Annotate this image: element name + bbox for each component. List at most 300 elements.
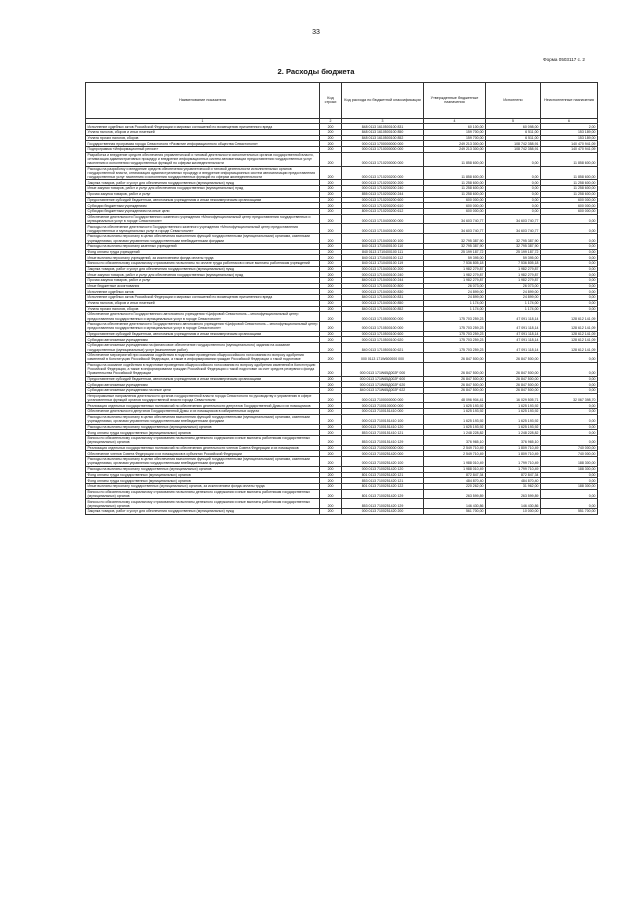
row-name-cell: Государственная программа города Севастополя «Развитие информационного общества Севастополя» bbox=[86, 141, 320, 147]
row-executed-cell: 47 091 118,14 bbox=[486, 312, 541, 322]
row-approved-cell: 1 988 010,49 bbox=[424, 466, 486, 472]
row-unexecuted-cell: 0,00 bbox=[541, 243, 598, 249]
row-line-code-cell: 200 bbox=[320, 152, 342, 166]
row-line-code-cell: 200 bbox=[320, 489, 342, 499]
row-executed-cell: 26 847 500,00 bbox=[486, 382, 541, 388]
row-executed-cell: 26 073,00 bbox=[486, 283, 541, 289]
row-name-cell: Уплата прочих налогов, сборов bbox=[86, 306, 320, 312]
row-unexecuted-cell: 0,00 bbox=[541, 478, 598, 484]
row-line-code-cell: 200 bbox=[320, 283, 342, 289]
row-unexecuted-cell: 140 470 941,09 bbox=[541, 147, 598, 153]
table-row bbox=[86, 152, 598, 166]
row-approved-cell: 376 965,10 bbox=[424, 435, 486, 445]
row-approved-cell: 11 258 600,00 bbox=[424, 191, 486, 197]
row-unexecuted-cell: 0,00 bbox=[541, 362, 598, 376]
table-row bbox=[86, 393, 598, 403]
row-name-cell: Расходы на оказание содействия в подготовке проведения общероссийского голосования по вопросу одобрения изменений в Конституцию Российской Федерации, а также в информировании граждан Российской Федерации о такой подготовке за счет средств резервного фонда Правительства Российской Федерации bbox=[86, 362, 320, 376]
row-classification-code-cell: 840 0113 1710400100 244 bbox=[342, 278, 424, 284]
row-approved-cell: 32 795 387,90 bbox=[424, 234, 486, 244]
row-name-cell: Расходы на обеспечение деятельности Государственного автономного учреждения «Цифровой Севастополь – многофункциональный центр предоставления государственных и муниципальных услуг в городе Севастополе» bbox=[87, 322, 318, 331]
col-header-approved: Утвержденные бюджетные назначения bbox=[424, 83, 486, 119]
row-line-code-cell: 200 bbox=[320, 403, 342, 409]
row-unexecuted-cell: 128 612 141,09 bbox=[541, 331, 598, 337]
row-approved-cell: 59 395,00 bbox=[424, 255, 486, 261]
row-line-code-cell: 200 bbox=[320, 312, 342, 322]
row-executed-cell: 0,00 bbox=[486, 166, 541, 180]
row-unexecuted-cell: 0,00 bbox=[541, 387, 598, 393]
row-executed-cell: 34 603 740,77 bbox=[486, 214, 541, 224]
row-classification-code-cell: 000 0113 1710400100 850 bbox=[342, 300, 424, 306]
row-name-cell: Прочая закупка товаров, работ и услуг bbox=[86, 278, 320, 284]
row-executed-cell: 108 742 358,91 bbox=[486, 141, 541, 147]
row-approved-cell: 175 703 259,23 bbox=[424, 343, 486, 353]
row-unexecuted-cell: 0,00 bbox=[541, 382, 598, 388]
row-unexecuted-cell: 0,00 bbox=[541, 376, 598, 382]
table-row bbox=[86, 499, 598, 509]
row-line-code-cell: 200 bbox=[320, 362, 342, 376]
row-line-code-cell: 200 bbox=[320, 457, 342, 467]
row-classification-code-cell: 853 0113 7100151410 129 bbox=[342, 435, 424, 445]
row-approved-cell: 25 199 187,72 bbox=[424, 249, 486, 255]
row-classification-code-cell: 000 0113 7100151410 100 bbox=[342, 414, 424, 424]
row-executed-cell: 0,00 bbox=[486, 191, 541, 197]
row-approved-cell: 34 603 740,77 bbox=[424, 224, 486, 234]
row-executed-cell: 60 098,00 bbox=[486, 124, 541, 130]
row-unexecuted-cell: 0,00 bbox=[541, 234, 598, 244]
row-classification-code-cell: 000 0113 1710500100 620 bbox=[342, 337, 424, 343]
row-unexecuted-cell: 11 258 600,00 bbox=[541, 186, 598, 192]
row-name-cell: Уплата налогов, сборов и иных платежей bbox=[86, 129, 320, 135]
row-executed-cell: 1 982 279,87 bbox=[486, 272, 541, 278]
row-unexecuted-cell: 0,00 bbox=[541, 214, 598, 224]
row-name-cell: Обеспечение членов Совета Федерации и их помощников в субъектах Российской Федерации bbox=[86, 451, 320, 457]
row-executed-cell: 1 174,00 bbox=[486, 300, 541, 306]
row-executed-cell: 24 899,00 bbox=[486, 289, 541, 295]
row-line-code-cell: 200 bbox=[320, 387, 342, 393]
row-unexecuted-cell: 600 000,00 bbox=[541, 203, 598, 209]
row-unexecuted-cell: 0,00 bbox=[541, 289, 598, 295]
row-line-code-cell: 200 bbox=[320, 321, 342, 331]
row-line-code-cell: 200 bbox=[320, 331, 342, 337]
row-line-code-cell: 200 bbox=[320, 430, 342, 436]
row-line-code-cell: 200 bbox=[320, 451, 342, 457]
row-line-code-cell: 200 bbox=[320, 300, 342, 306]
row-name-cell: Субсидии бюджетным учреждениям bbox=[86, 203, 320, 209]
row-name-cell: Расходы на выплаты персоналу в целях обеспечения выполнения функций государственными (муниципальными) органами, казенными учреждениями, органами управления государственными внебюджетными фондами bbox=[86, 457, 320, 467]
row-classification-code-cell: 000 0113 1710200200 240 bbox=[342, 186, 424, 192]
row-unexecuted-cell: 0,00 bbox=[541, 409, 598, 415]
row-classification-code-cell: 000 0113 7100000000 000 bbox=[342, 393, 424, 403]
row-line-code-cell: 200 bbox=[320, 224, 342, 234]
row-line-code-cell: 200 bbox=[320, 409, 342, 415]
row-approved-cell: 175 703 259,23 bbox=[424, 321, 486, 331]
row-unexecuted-cell: 11 858 600,00 bbox=[541, 166, 598, 180]
row-line-code-cell: 200 bbox=[320, 352, 342, 362]
row-approved-cell: 220 262,00 bbox=[424, 483, 486, 489]
row-name-cell: Расходы на обеспечение деятельности Государственного казенного учреждения «Многофункциональный центр предоставления государственных и муниципальных услуг в городе Севастополе» bbox=[86, 224, 320, 234]
row-unexecuted-cell: 153 189,00 bbox=[541, 129, 598, 135]
row-approved-cell: 7 536 805,18 bbox=[424, 261, 486, 267]
row-line-code-cell: 200 bbox=[320, 272, 342, 278]
row-line-code-cell: 200 bbox=[320, 234, 342, 244]
row-unexecuted-cell: 0,00 bbox=[541, 430, 598, 436]
row-unexecuted-cell: 128 612 141,09 bbox=[541, 312, 598, 322]
row-unexecuted-cell: 0,00 bbox=[541, 295, 598, 301]
row-approved-cell: 32 795 387,90 bbox=[424, 243, 486, 249]
row-line-code-cell: 200 bbox=[320, 191, 342, 197]
row-classification-code-cell: 000 0113 1700000000 000 bbox=[342, 141, 424, 147]
row-classification-code-cell: 848 0113 1610500100 831 bbox=[342, 124, 424, 130]
row-executed-cell: 1 625 193,92 bbox=[486, 403, 541, 409]
row-line-code-cell: 200 bbox=[320, 414, 342, 424]
row-line-code-cell: 200 bbox=[320, 129, 342, 135]
row-classification-code-cell: 000 0113 7100251420 120 bbox=[342, 466, 424, 472]
row-classification-code-cell: 000 0113 1710400100 100 bbox=[342, 234, 424, 244]
row-name-cell: Фонд оплаты труда государственных (муниципальных) органов bbox=[86, 430, 320, 436]
row-line-code-cell: 200 bbox=[320, 208, 342, 214]
row-line-code-cell: 200 bbox=[320, 197, 342, 203]
row-approved-cell: 1 988 010,49 bbox=[424, 457, 486, 467]
row-executed-cell: 0,00 bbox=[486, 180, 541, 186]
row-line-code-cell: 200 bbox=[320, 266, 342, 272]
row-unexecuted-cell: 551 700,00 bbox=[541, 509, 598, 515]
row-classification-code-cell: 853 0113 7100251420 129 bbox=[342, 499, 424, 509]
table-row bbox=[86, 414, 598, 424]
row-name-cell: Уплата прочих налогов, сборов bbox=[86, 135, 320, 141]
row-classification-code-cell: 801 0113 7100251420 122 bbox=[342, 483, 424, 489]
section-title: 2. Расходы бюджета bbox=[277, 67, 355, 76]
row-unexecuted-cell: 2,00 bbox=[541, 124, 598, 130]
row-unexecuted-cell: 11 858 600,00 bbox=[541, 152, 598, 166]
row-classification-code-cell: 000 0113 171W65Д002F 000 bbox=[342, 362, 424, 376]
row-line-code-cell: 200 bbox=[320, 424, 342, 430]
row-executed-cell: 47 091 118,14 bbox=[486, 321, 541, 331]
table-row bbox=[86, 166, 598, 180]
row-classification-code-cell: 853 0113 7100251420 121 bbox=[342, 478, 424, 484]
row-name-cell: Расходы на выплаты персоналу казенных учреждений bbox=[86, 243, 320, 249]
row-executed-cell: 1 799 710,49 bbox=[486, 466, 541, 472]
row-name-cell: Подпрограмма «Информационный регион» bbox=[86, 147, 320, 153]
col-index: 2 bbox=[320, 118, 342, 124]
row-executed-cell: 0,00 bbox=[486, 203, 541, 209]
row-name-cell: Предоставление субсидий бюджетным, автономным учреждениям и иным некоммерческим организациям bbox=[86, 197, 320, 203]
row-executed-cell: 31 962,00 bbox=[486, 483, 541, 489]
row-classification-code-cell: 840 0113 1710400100 852 bbox=[342, 306, 424, 312]
col-index: 3 bbox=[342, 118, 424, 124]
row-approved-cell: 600 000,00 bbox=[424, 208, 486, 214]
row-executed-cell: 1 799 710,49 bbox=[486, 457, 541, 467]
row-unexecuted-cell: 0,00 bbox=[541, 424, 598, 430]
row-name-cell: Расходы на выплаты персоналу государственных (муниципальных) органов bbox=[86, 424, 320, 430]
row-approved-cell: 175 703 259,23 bbox=[424, 337, 486, 343]
row-unexecuted-cell: 0,00 bbox=[541, 489, 598, 499]
row-classification-code-cell: 000 0113 1710500100 000 bbox=[342, 321, 424, 331]
row-classification-code-cell: 840 0113 1710400100 119 bbox=[342, 261, 424, 267]
row-line-code-cell: 200 bbox=[320, 306, 342, 312]
row-approved-cell: 146 430,86 bbox=[424, 499, 486, 509]
row-name-cell: Расходы на выплаты персоналу в целях обеспечения выполнения функций государственными (муниципальными) органами, казенными учреждениями, органами управления государственными внебюджетными фондами bbox=[86, 414, 320, 424]
row-classification-code-cell: 000 0113 1710200000 000 bbox=[342, 152, 424, 166]
row-unexecuted-cell: 0,00 bbox=[541, 224, 598, 234]
table-row bbox=[86, 352, 598, 362]
row-classification-code-cell: 801 0113 7100251420 121 bbox=[342, 472, 424, 478]
row-approved-cell: 600 000,00 bbox=[424, 197, 486, 203]
row-unexecuted-cell: 128 612 141,09 bbox=[541, 321, 598, 331]
row-line-code-cell: 200 bbox=[320, 203, 342, 209]
row-name-cell: Иные выплаты персоналу государственных (муниципальных) органов, за исключением фонда оплаты труда bbox=[86, 483, 320, 489]
row-unexecuted-cell: 0,00 bbox=[541, 266, 598, 272]
table-row bbox=[86, 312, 598, 322]
row-name-cell: Иные выплаты персоналу учреждений, за исключением фонда оплаты труда bbox=[86, 255, 320, 261]
row-unexecuted-cell: 188 300,00 bbox=[541, 466, 598, 472]
row-unexecuted-cell: 740 000,00 bbox=[541, 451, 598, 457]
row-approved-cell: 24 899,00 bbox=[424, 295, 486, 301]
row-approved-cell: 1 625 193,92 bbox=[424, 414, 486, 424]
row-executed-cell: 1 174,00 bbox=[486, 306, 541, 312]
row-classification-code-cell: 000 0113 1710500000 000 bbox=[342, 312, 424, 322]
row-approved-cell: 2 549 710,49 bbox=[424, 445, 486, 451]
row-classification-code-cell: 000 0113 1710400100 000 bbox=[342, 224, 424, 234]
row-approved-cell: 48 096 904,41 bbox=[424, 393, 486, 403]
row-name-cell: Расходы на разработку и внедрение средств обеспечения управленческой и типовой деятельности исполнительных органов государственной власти, оптимизация административных процедур и внедрение информационных систем автоматизации предоставления государственных услуг населению и исполнения государственных функций по сферам жизнедеятельности bbox=[86, 166, 320, 180]
row-classification-code-cell: 840 0113 1710400100 112 bbox=[342, 255, 424, 261]
row-line-code-cell: 200 bbox=[320, 186, 342, 192]
row-classification-code-cell: 840 0113 1710500100 621 bbox=[342, 343, 424, 353]
row-approved-cell: 249 213 300,00 bbox=[424, 141, 486, 147]
row-name-cell: Субсидии автономным учреждениям bbox=[86, 337, 320, 343]
page-number: 33 bbox=[312, 29, 320, 36]
row-executed-cell: 1 625 193,92 bbox=[486, 414, 541, 424]
budget-expenses-table bbox=[85, 82, 598, 515]
row-classification-code-cell: 840 0113 171W65Д002F 622 bbox=[342, 387, 424, 393]
row-classification-code-cell: 000 0113 1710400100 800 bbox=[342, 283, 424, 289]
row-executed-cell: 26 847 500,00 bbox=[486, 376, 541, 382]
col-index: 6 bbox=[541, 118, 598, 124]
row-unexecuted-cell: 188 300,00 bbox=[541, 483, 598, 489]
row-approved-cell: 34 603 740,77 bbox=[424, 214, 486, 224]
row-name-cell: Реализация отдельных государственных полномочий по обеспечению деятельности членов Совета Федерации и их помощников bbox=[86, 445, 320, 451]
table-row bbox=[86, 509, 598, 515]
row-classification-code-cell: 000 0113 1710400000 000 bbox=[342, 214, 424, 224]
row-name-cell: Иные закупки товаров, работ и услуг для обеспечения государственных (муниципальных) нужд bbox=[86, 272, 320, 278]
row-unexecuted-cell: 0,00 bbox=[541, 272, 598, 278]
table-row bbox=[86, 489, 598, 499]
row-classification-code-cell: 853 0113 7100151410 121 bbox=[342, 430, 424, 436]
row-name-cell: Предоставление субсидий бюджетным, автономным учреждениям и иным некоммерческим организациям bbox=[86, 376, 320, 382]
row-executed-cell: 1 982 279,87 bbox=[486, 278, 541, 284]
row-executed-cell: 484 870,40 bbox=[486, 478, 541, 484]
row-line-code-cell: 200 bbox=[320, 376, 342, 382]
row-classification-code-cell: 000 0113 7100151410 000 bbox=[342, 409, 424, 415]
row-line-code-cell: 200 bbox=[320, 499, 342, 509]
row-classification-code-cell: 000 0113 7100100000 000 bbox=[342, 403, 424, 409]
row-unexecuted-cell: 0,00 bbox=[541, 300, 598, 306]
row-line-code-cell: 200 bbox=[320, 509, 342, 515]
row-classification-code-cell: 855 0113 1710200200 244 bbox=[342, 191, 424, 197]
row-classification-code-cell: 000 0113 1710200200 610 bbox=[342, 203, 424, 209]
row-approved-cell: 1 248 228,82 bbox=[424, 430, 486, 436]
row-classification-code-cell: 000 0113 171W600000 000 bbox=[342, 352, 424, 362]
row-classification-code-cell: 000 0113 7100251420 100 bbox=[342, 457, 424, 467]
row-classification-code-cell: 801 0113 7100251420 129 bbox=[342, 489, 424, 499]
row-approved-cell: 1 174,00 bbox=[424, 300, 486, 306]
row-classification-code-cell: 000 0113 171W65Д002F 620 bbox=[342, 382, 424, 388]
row-line-code-cell: 200 bbox=[320, 180, 342, 186]
row-unexecuted-cell: 0,00 bbox=[541, 283, 598, 289]
row-name-cell: Обеспечение деятельности Государственного автономного учреждения «Цифровой Севастополь – многофункциональный центр предоставления государственных и муниципальных услуг в городе Севастополе» bbox=[86, 312, 320, 322]
row-name-cell: Взносы по обязательному социальному страхованию на выплаты денежного содержания и иные выплаты работникам государственных (муниципальных) органов bbox=[86, 435, 320, 445]
row-name-cell: Взносы по обязательному социальному страхованию на выплаты по оплате труда работников и иные выплаты работникам учреждений bbox=[86, 261, 320, 267]
col-header-classification-code: Код расхода по бюджетной классификации bbox=[342, 83, 424, 119]
form-code: Форма 0503117 с. 2 bbox=[543, 57, 585, 62]
row-name-cell: Прочая закупка товаров, работ и услуг bbox=[86, 191, 320, 197]
row-unexecuted-cell: 0,00 bbox=[541, 249, 598, 255]
row-name-cell: Иные бюджетные ассигнования bbox=[86, 283, 320, 289]
row-approved-cell: 26 847 500,00 bbox=[424, 352, 486, 362]
row-approved-cell: 26 847 500,00 bbox=[424, 376, 486, 382]
row-executed-cell: 0,00 bbox=[486, 152, 541, 166]
row-unexecuted-cell: 11 258 600,00 bbox=[541, 191, 598, 197]
row-name-cell: Исполнение судебных актов Российской Федерации и мировых соглашений по возмещению причиненного вреда bbox=[86, 295, 320, 301]
row-unexecuted-cell: 11 258 600,00 bbox=[541, 180, 598, 186]
table-row bbox=[86, 214, 598, 224]
row-approved-cell: 11 258 600,00 bbox=[424, 180, 486, 186]
row-approved-cell: 1 625 193,92 bbox=[424, 424, 486, 430]
row-unexecuted-cell: 140 470 941,09 bbox=[541, 141, 598, 147]
row-executed-cell: 16 029 505,71 bbox=[486, 393, 541, 403]
table-row bbox=[86, 343, 598, 353]
row-executed-cell: 7 536 805,18 bbox=[486, 261, 541, 267]
row-name-cell: Обеспечение деятельности депутатов Государственной Думы и их помощников в избирательных округах bbox=[86, 409, 320, 415]
row-executed-cell: 146 430,86 bbox=[486, 499, 541, 509]
col-index: 1 bbox=[86, 118, 320, 124]
row-executed-cell: 0,00 bbox=[486, 197, 541, 203]
row-classification-code-cell: 809 0113 1710200200 612 bbox=[342, 208, 424, 214]
row-name-cell: Обеспечение деятельности Государственного казенного учреждения «Многофункциональный центр предоставления государственных и муниципальных услуг в городе Севастополе» bbox=[86, 214, 320, 224]
row-executed-cell: 24 899,00 bbox=[486, 295, 541, 301]
row-line-code-cell: 200 bbox=[320, 445, 342, 451]
row-classification-code-cell: 000 0113 7100251420 000 bbox=[342, 451, 424, 457]
row-name-cell: Исполнение судебных актов bbox=[86, 289, 320, 295]
row-unexecuted-cell: 0,00 bbox=[541, 403, 598, 409]
row-name-cell: Разработка и внедрение средств обеспечения управленческой и типовой деятельности исполнительных органов государственной власти, оптимизация административных процедур и внедрение информационных систем автоматизации предоставления государственных услуг населению и исполнения государственных функций по сферам жизнедеятельности bbox=[86, 152, 320, 166]
row-executed-cell: 108 742 358,91 bbox=[486, 147, 541, 153]
row-approved-cell: 175 703 259,23 bbox=[424, 312, 486, 322]
row-classification-code-cell: 000 0113 7100151410 120 bbox=[342, 424, 424, 430]
row-line-code-cell: 200 bbox=[320, 472, 342, 478]
row-name-cell: Закупка товаров, работ и услуг для обеспечения государственных (муниципальных) нужд bbox=[86, 180, 320, 186]
col-index: 4 bbox=[424, 118, 486, 124]
table-row bbox=[86, 224, 598, 234]
row-classification-code-cell: 848 0113 1610500100 852 bbox=[342, 135, 424, 141]
row-classification-code-cell: 000 0113 1710200200 000 bbox=[342, 166, 424, 180]
row-name-cell: Фонд оплаты труда учреждений bbox=[86, 249, 320, 255]
row-approved-cell: 60 100,00 bbox=[424, 124, 486, 130]
row-line-code-cell: 200 bbox=[320, 261, 342, 267]
table-row bbox=[86, 435, 598, 445]
row-approved-cell: 1 982 279,87 bbox=[424, 278, 486, 284]
col-index: 5 bbox=[486, 118, 541, 124]
table-row bbox=[86, 362, 598, 376]
row-approved-cell: 159 700,00 bbox=[424, 129, 486, 135]
row-unexecuted-cell: 600 000,00 bbox=[541, 197, 598, 203]
row-unexecuted-cell: 128 612 141,09 bbox=[541, 343, 598, 353]
row-executed-cell: 6 511,00 bbox=[486, 129, 541, 135]
row-line-code-cell: 200 bbox=[320, 124, 342, 130]
row-line-code-cell: 200 bbox=[320, 435, 342, 445]
row-line-code-cell: 200 bbox=[320, 337, 342, 343]
row-line-code-cell: 200 bbox=[320, 255, 342, 261]
row-approved-cell: 11 258 600,00 bbox=[424, 186, 486, 192]
row-executed-cell: 10 000,00 bbox=[486, 509, 541, 515]
table-row bbox=[86, 321, 598, 331]
row-executed-cell: 25 199 187,72 bbox=[486, 249, 541, 255]
row-approved-cell: 872 847,34 bbox=[424, 472, 486, 478]
row-line-code-cell: 200 bbox=[320, 466, 342, 472]
row-unexecuted-cell: 188 300,00 bbox=[541, 457, 598, 467]
col-header-name: Наименование показателя bbox=[86, 83, 320, 119]
row-approved-cell: 484 870,40 bbox=[424, 478, 486, 484]
row-name-cell: Фонд оплаты труда государственных (муниципальных) органов bbox=[86, 472, 320, 478]
row-executed-cell: 1 625 193,92 bbox=[486, 409, 541, 415]
row-unexecuted-cell: 0,00 bbox=[541, 472, 598, 478]
row-name-cell: Иные закупки товаров, работ и услуг для обеспечения государственных (муниципальных) нужд bbox=[86, 186, 320, 192]
row-line-code-cell: 200 bbox=[320, 147, 342, 153]
row-line-code-cell: 200 bbox=[320, 214, 342, 224]
row-approved-cell: 26 073,00 bbox=[424, 283, 486, 289]
row-classification-code-cell: 000 0113 1710400100 200 bbox=[342, 266, 424, 272]
row-classification-code-cell: 000 0113 7100200000 000 bbox=[342, 445, 424, 451]
row-executed-cell: 32 795 387,90 bbox=[486, 243, 541, 249]
table-row bbox=[86, 234, 598, 244]
row-executed-cell: 1 248 228,82 bbox=[486, 430, 541, 436]
row-approved-cell: 159 700,00 bbox=[424, 135, 486, 141]
row-approved-cell: 26 847 500,00 bbox=[424, 382, 486, 388]
row-line-code-cell: 200 bbox=[320, 343, 342, 353]
row-executed-cell: 26 847 500,00 bbox=[486, 387, 541, 393]
row-executed-cell: 1 809 710,49 bbox=[486, 451, 541, 457]
row-classification-code-cell: 840 0113 1710400100 111 bbox=[342, 249, 424, 255]
row-executed-cell: 0,00 bbox=[486, 186, 541, 192]
row-line-code-cell: 200 bbox=[320, 289, 342, 295]
row-name-cell: Расходы на выплаты персоналу в целях обеспечения выполнения функций государственными (муниципальными) органами, казенными учреждениями, органами управления государственными внебюджетными фондами bbox=[86, 234, 320, 244]
row-unexecuted-cell: 0,00 bbox=[541, 306, 598, 312]
row-unexecuted-cell: 128 612 141,09 bbox=[541, 337, 598, 343]
row-approved-cell: 26 847 500,00 bbox=[424, 362, 486, 376]
row-classification-code-cell: 000 0113 171W65Д002F 600 bbox=[342, 376, 424, 382]
row-name-cell: Взносы по обязательному социальному страхованию на выплаты денежного содержания и иные выплаты работникам государственных (муниципальных) органов bbox=[86, 499, 320, 509]
row-executed-cell: 47 091 118,14 bbox=[486, 337, 541, 343]
row-unexecuted-cell: 0,00 bbox=[541, 499, 598, 509]
row-name-cell: Исполнение судебных актов Российской Федерации и мировых соглашений по возмещению причиненного вреда bbox=[86, 124, 320, 130]
row-classification-code-cell: 848 0113 1610500100 850 bbox=[342, 129, 424, 135]
row-unexecuted-cell: 32 067 398,70 bbox=[541, 393, 598, 403]
row-unexecuted-cell: 0,00 bbox=[541, 435, 598, 445]
row-approved-cell: 2 549 710,49 bbox=[424, 451, 486, 457]
row-classification-code-cell: 840 0113 1710400100 831 bbox=[342, 295, 424, 301]
row-line-code-cell: 200 bbox=[320, 478, 342, 484]
row-executed-cell: 47 091 118,14 bbox=[486, 343, 541, 353]
row-unexecuted-cell: 0,00 bbox=[541, 261, 598, 267]
row-unexecuted-cell: 600 000,00 bbox=[541, 208, 598, 214]
table-body bbox=[86, 124, 598, 515]
row-unexecuted-cell: 0,00 bbox=[541, 352, 598, 362]
row-approved-cell: 26 847 500,00 bbox=[424, 387, 486, 393]
table-row bbox=[86, 457, 598, 467]
row-name-cell: Субсидии автономным учреждениям на финансовое обеспечение государственного (муниципального) задания на оказание государственных (муниципальных) услуг (выполнение работ) bbox=[86, 343, 320, 353]
row-unexecuted-cell: 0,00 bbox=[541, 414, 598, 424]
row-executed-cell: 872 847,34 bbox=[486, 472, 541, 478]
